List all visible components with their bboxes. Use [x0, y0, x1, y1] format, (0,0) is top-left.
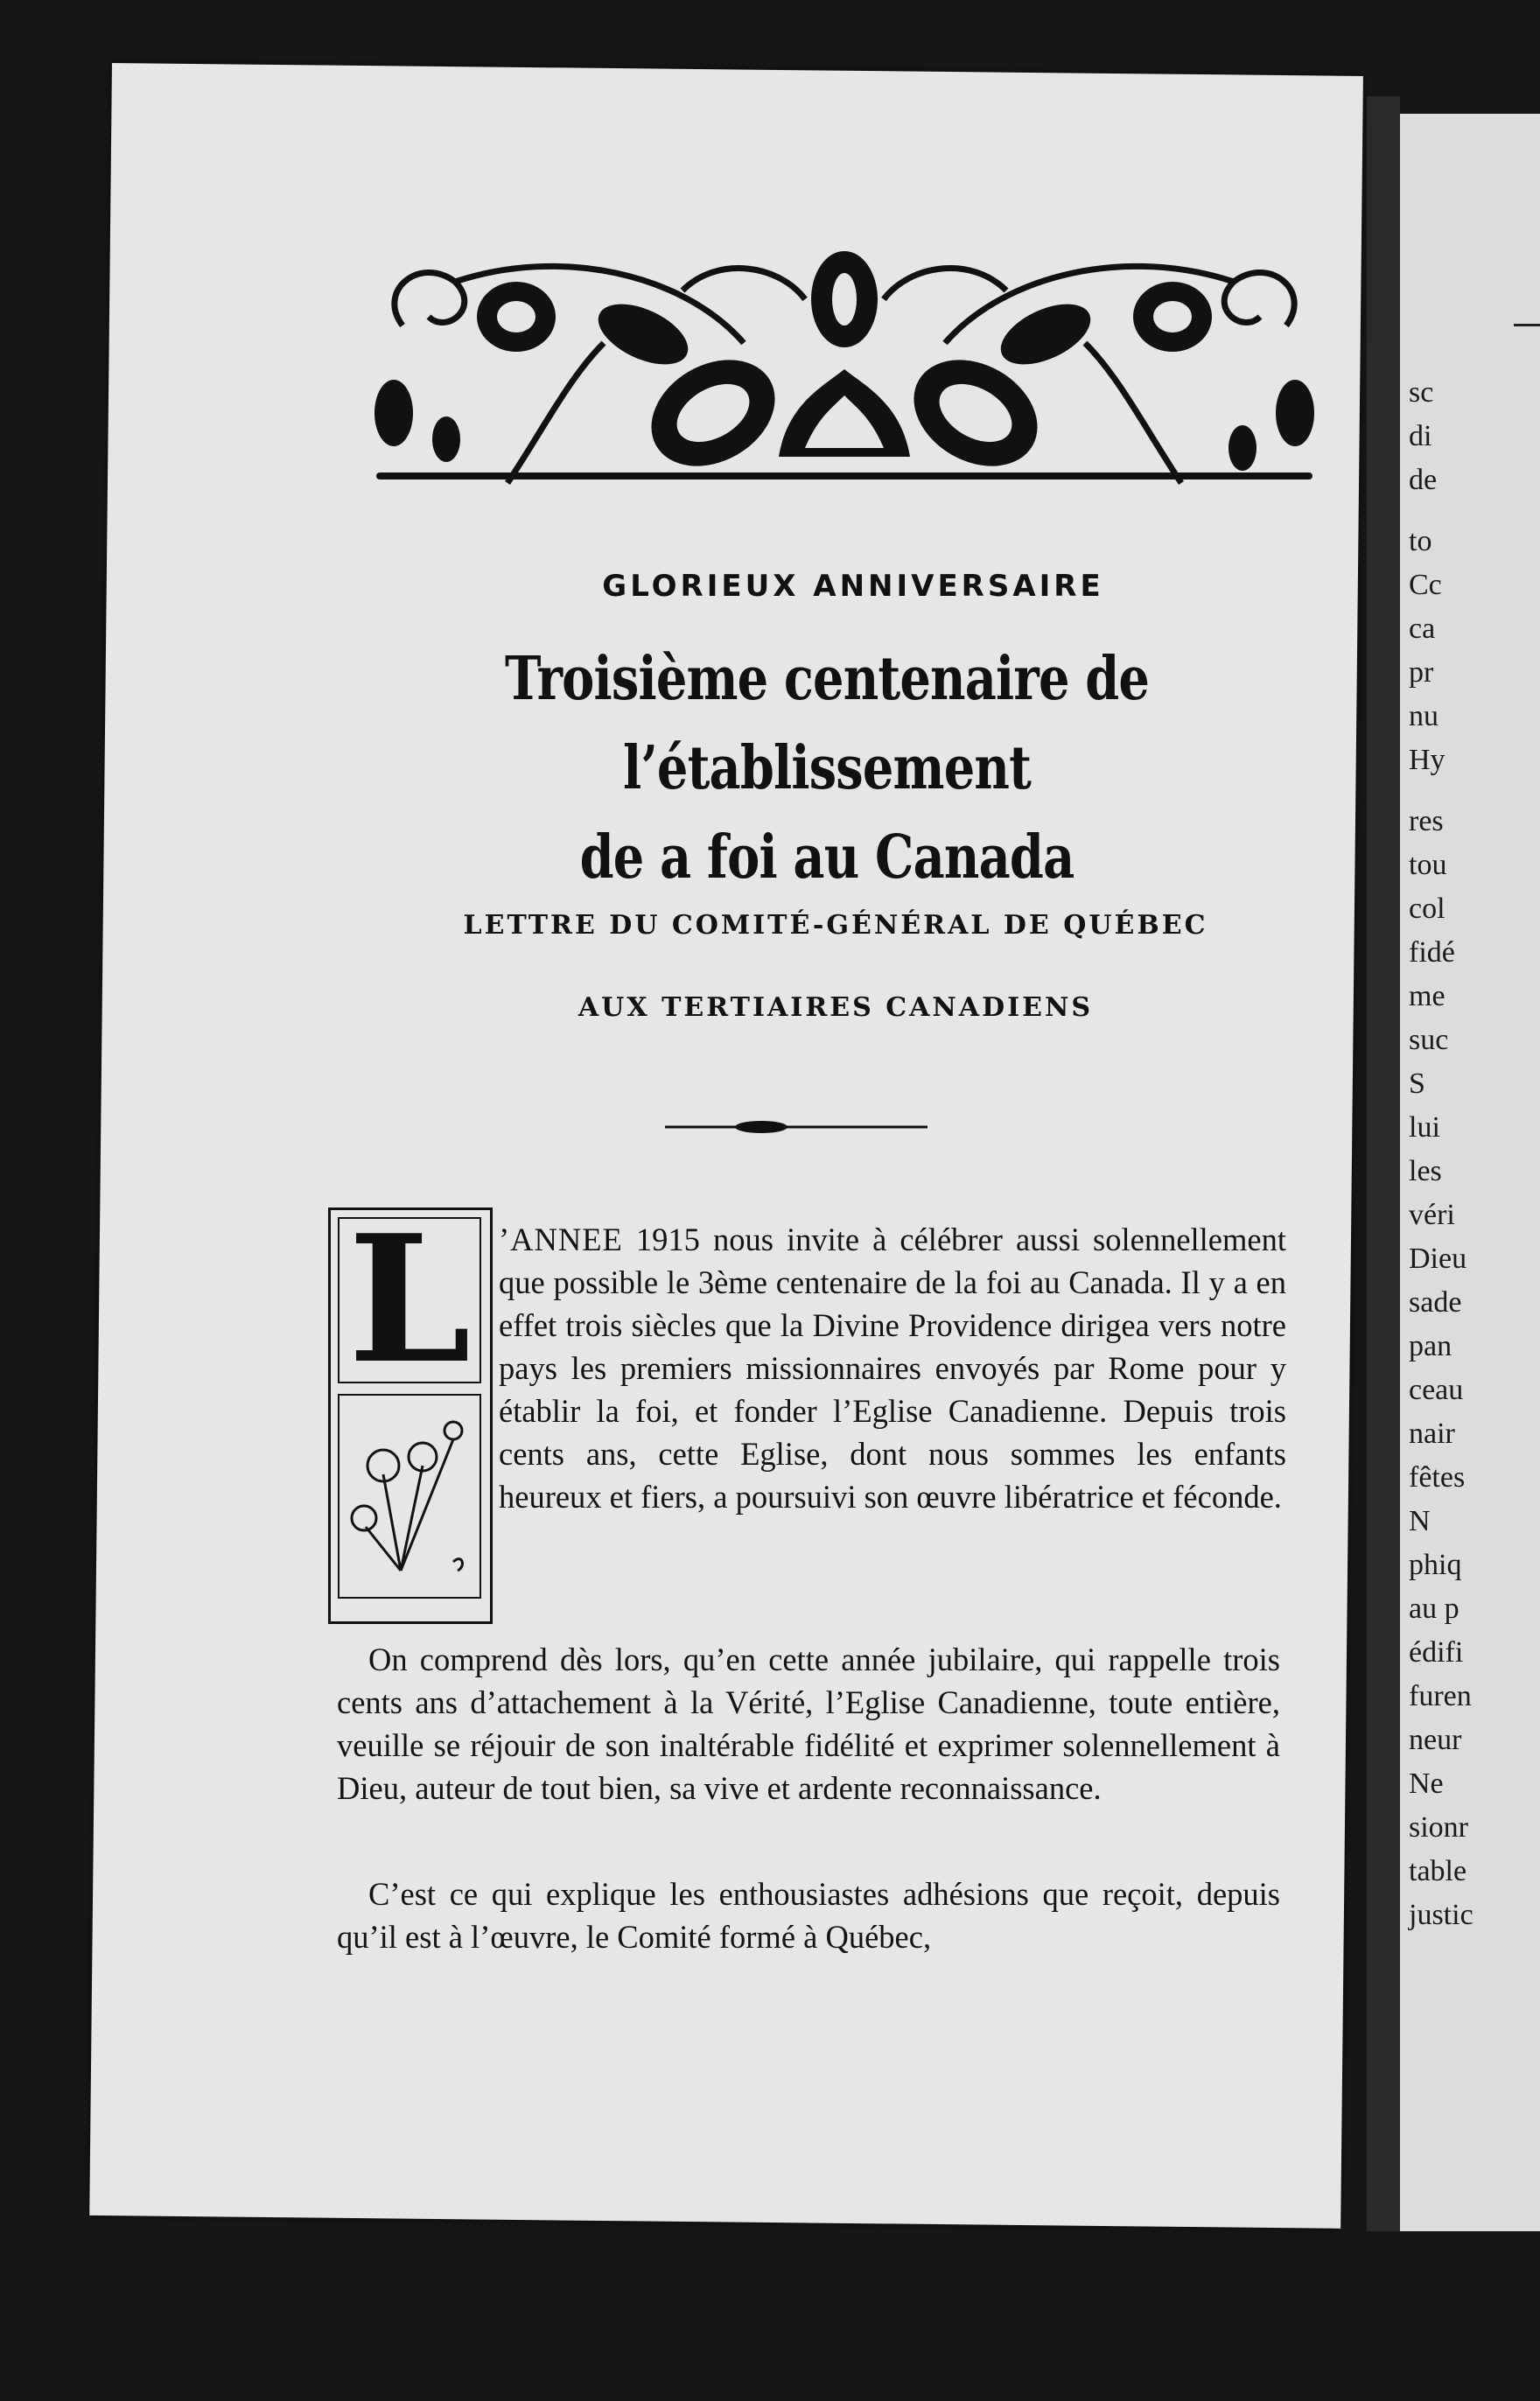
title-line-2: de a foi au Canada: [579, 822, 1074, 892]
right-page-fragment: to: [1409, 525, 1432, 557]
right-page-fragment: Dieu: [1409, 1242, 1467, 1275]
right-page-fragment: véri: [1409, 1199, 1455, 1231]
right-page-fragment: Cc: [1409, 569, 1442, 601]
right-page-fragment: sade: [1409, 1286, 1462, 1319]
subtitle-line-1: LETTRE DU COMITÉ-GÉNÉRAL DE QUÉBEC: [463, 910, 1208, 941]
right-page-fragment: ceau: [1409, 1374, 1464, 1406]
right-page-fragment: fêtes: [1409, 1461, 1466, 1494]
drop-cap-letter: L: [338, 1217, 481, 1383]
right-page-fragment: table: [1409, 1855, 1467, 1887]
right-page-fragment: pan: [1409, 1330, 1452, 1362]
drop-cap: [328, 1197, 493, 1624]
right-page-fragment: N: [1409, 1505, 1431, 1537]
right-page: [1400, 114, 1540, 2231]
right-page-fragment: au p: [1409, 1592, 1460, 1625]
right-page-fragment: pr: [1409, 656, 1434, 689]
right-page-fragment: de: [1409, 464, 1438, 496]
ornamental-divider-icon: [665, 1118, 928, 1136]
right-page-fragment: nu: [1409, 700, 1438, 732]
right-page-fragment: Ne: [1409, 1768, 1444, 1800]
right-page-fragment: les: [1409, 1155, 1442, 1187]
right-page-fragment: col: [1409, 892, 1446, 925]
right-page-fragment: phiq: [1409, 1549, 1462, 1581]
right-page-fragment: tou: [1409, 849, 1447, 881]
right-page-fragment: res: [1409, 805, 1444, 837]
floral-lotus-banner-icon: [368, 238, 1321, 506]
right-page-fragment: justic: [1409, 1899, 1474, 1931]
kicker-heading: GLORIEUX ANNIVERSAIRE: [602, 569, 1104, 604]
right-page-fragment: sionr: [1409, 1811, 1468, 1844]
right-page-fragment: lui: [1409, 1111, 1440, 1144]
paragraph-2: On comprend dès lors, qu’en cette année jubilaire, qui rappelle trois cents ans d’attachement à la Vérité, l’Eglise Canadienne, toute entière, veuille se réjouir de son inaltérable fidélité et exprimer solennellement à Dieu, auteur de tout bien, sa vive et ardente reconnaissance.: [337, 1642, 1280, 1806]
paragraph-1-lead: ’ANNEE: [499, 1222, 623, 1257]
right-page-fragment: suc: [1409, 1024, 1449, 1056]
right-page-fragment: édifi: [1409, 1636, 1464, 1669]
flower-bouquet-icon: [338, 1394, 481, 1599]
subtitle-line-2: AUX TERTIAIRES CANADIENS: [578, 992, 1094, 1023]
right-page-rule: [1514, 324, 1540, 326]
right-page-fragment: fidé: [1409, 936, 1455, 969]
paragraph-1: [499, 1218, 1286, 1518]
right-page-fragment: furen: [1409, 1680, 1472, 1712]
title-line-1: Troisième centenaire de l’établissement: [504, 644, 1150, 803]
right-page-fragment: ca: [1409, 612, 1436, 645]
paragraph-3: C’est ce qui explique les enthousiastes adhésions que reçoit, depuis qu’il est à l’œuvre, le Comité formé à Québec,: [337, 1876, 1280, 1955]
paragraph-1-text: 1915 nous invite à célébrer aussi solennellement que possible le 3ème centenaire de la foi au Canada. Il y a en effet trois siècles que la Divine Providence dirigea vers notre pays les premiers missionnaires envoyés par Rome pour y établir la foi, et fonder l’Eglise Canadienne. Depuis trois cents ans, cette Eglise, dont nous sommes les enfants heureux et fiers, a poursuivi son œuvre libératrice et féconde.: [499, 1222, 1286, 1515]
right-page-fragment: me: [1409, 980, 1446, 1012]
right-page-fragment: sc: [1409, 376, 1434, 409]
right-page-fragment: S: [1409, 1068, 1425, 1100]
right-page-fragment: nair: [1409, 1418, 1455, 1450]
book-gutter: [1367, 96, 1400, 2231]
right-page-fragment: di: [1409, 420, 1432, 452]
right-page-fragment: Hy: [1409, 744, 1446, 776]
page-title: [415, 634, 1240, 902]
right-page-fragment: neur: [1409, 1724, 1462, 1756]
